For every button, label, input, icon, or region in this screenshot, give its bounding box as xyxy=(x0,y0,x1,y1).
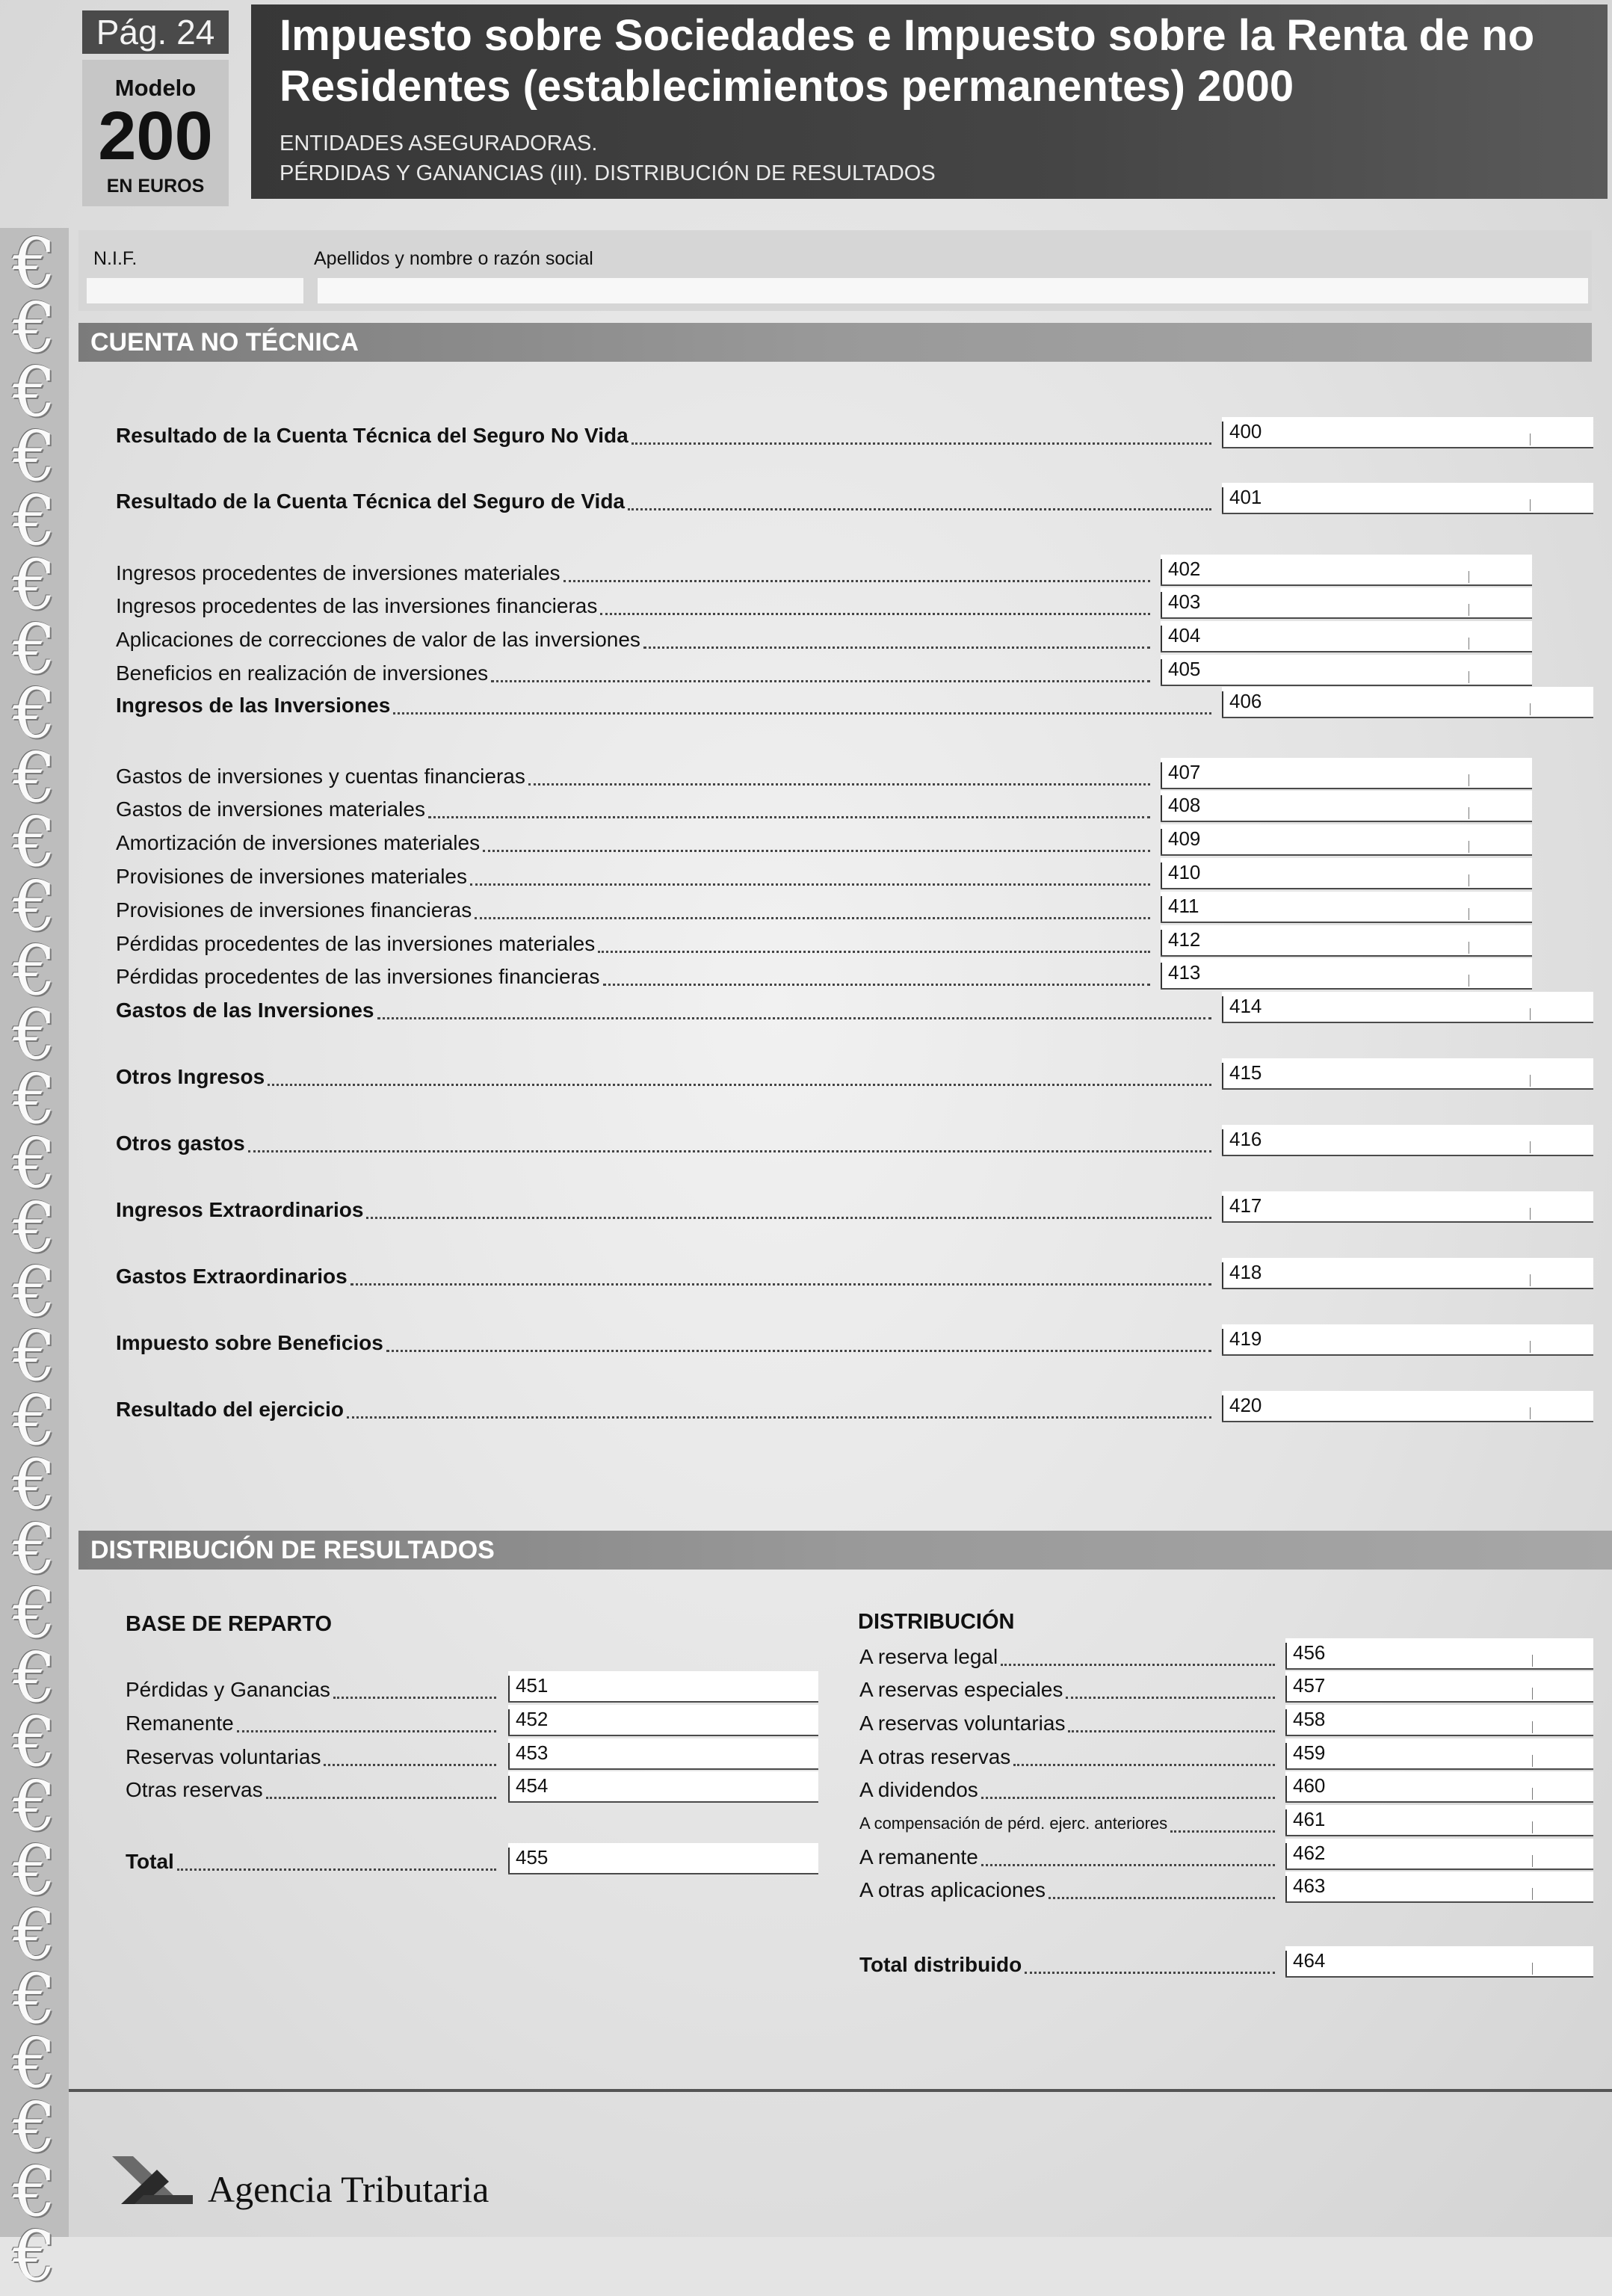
row-label-452: Remanente xyxy=(126,1712,234,1735)
decimal-separator-mark xyxy=(1530,1274,1531,1286)
euro-icon: € xyxy=(12,673,57,753)
amount-field-416[interactable] xyxy=(1222,1125,1593,1156)
modelo-block xyxy=(82,60,229,206)
field-code-460: 460 xyxy=(1293,1774,1326,1797)
dot-leader xyxy=(324,1764,496,1766)
euro-icon: € xyxy=(12,1445,57,1525)
euro-icon: € xyxy=(12,1638,57,1718)
name-label: Apellidos y nombre o razón social xyxy=(314,248,593,269)
amount-field-400[interactable] xyxy=(1222,417,1593,448)
euro-icon: € xyxy=(12,1252,57,1332)
amount-field-454[interactable] xyxy=(508,1771,818,1803)
dot-leader xyxy=(475,917,1150,919)
dot-leader xyxy=(603,984,1151,986)
amount-field-405[interactable] xyxy=(1161,655,1532,686)
dot-leader xyxy=(386,1350,1211,1352)
euro-icon: € xyxy=(12,2152,57,2232)
dot-leader xyxy=(1170,1830,1275,1833)
field-tick-mark xyxy=(1161,963,1162,988)
dot-leader xyxy=(268,1084,1211,1086)
dot-leader xyxy=(483,850,1150,852)
decimal-separator-mark xyxy=(1530,703,1531,715)
nif-input[interactable] xyxy=(87,278,303,303)
euro-icon: € xyxy=(12,1766,57,1846)
field-code-454: 454 xyxy=(516,1774,549,1797)
distribucion-heading: DISTRIBUCIÓN xyxy=(858,1610,1015,1634)
field-tick-mark xyxy=(508,1776,510,1801)
euro-icon: € xyxy=(12,481,57,561)
field-tick-mark xyxy=(1222,487,1223,513)
field-code-418: 418 xyxy=(1229,1261,1262,1283)
row-label-419: Impuesto sobre Beneficios xyxy=(116,1331,383,1354)
field-code-459: 459 xyxy=(1293,1741,1326,1764)
euro-icon: € xyxy=(12,2023,57,2103)
amount-field-407[interactable] xyxy=(1161,758,1532,789)
decimal-separator-mark xyxy=(1532,1788,1533,1800)
field-code-451: 451 xyxy=(516,1674,549,1697)
decimal-separator-mark xyxy=(1532,1888,1533,1900)
row-label-407: Gastos de inversiones y cuentas financieras xyxy=(116,765,525,788)
dot-leader xyxy=(600,613,1150,615)
euro-icon: € xyxy=(12,1316,57,1396)
amount-field-456[interactable] xyxy=(1285,1638,1593,1670)
field-tick-mark xyxy=(1222,1395,1223,1421)
field-code-406: 406 xyxy=(1229,690,1262,712)
decimal-separator-mark xyxy=(1532,1721,1533,1733)
dot-leader xyxy=(333,1697,496,1699)
amount-field-411[interactable] xyxy=(1161,892,1532,923)
decimal-separator-mark xyxy=(1530,1208,1531,1220)
field-code-452: 452 xyxy=(516,1708,549,1730)
dot-leader xyxy=(248,1150,1211,1152)
field-code-463: 463 xyxy=(1293,1874,1326,1897)
decimal-separator-mark xyxy=(1532,1855,1533,1867)
form-title: Impuesto sobre Sociedades e Impuesto sobre la Renta de no Residentes (establecimientos permanentes) 2000 xyxy=(280,11,1535,111)
euro-icon: € xyxy=(12,2087,57,2167)
amount-field-404[interactable] xyxy=(1161,621,1532,652)
amount-field-418[interactable] xyxy=(1222,1258,1593,1289)
dot-leader xyxy=(177,1868,496,1871)
dot-leader xyxy=(643,646,1150,649)
row-label-410: Provisiones de inversiones materiales xyxy=(116,865,467,888)
field-tick-mark xyxy=(1222,1262,1223,1288)
row-label-459: A otras reservas xyxy=(859,1745,1011,1768)
field-tick-mark xyxy=(508,1709,510,1735)
row-label-460: A dividendos xyxy=(859,1778,978,1801)
row-label-409: Amortización de inversiones materiales xyxy=(116,831,481,854)
row-label-401: Resultado de la Cuenta Técnica del Seguro de Vida xyxy=(116,490,625,513)
dot-leader xyxy=(1049,1897,1275,1899)
row-label-456: A reserva legal xyxy=(859,1645,998,1668)
euro-icon: € xyxy=(12,1702,57,1782)
dot-leader xyxy=(563,580,1150,582)
euro-icon: € xyxy=(12,2216,57,2296)
field-tick-mark xyxy=(1161,659,1162,685)
currency-label: EN EUROS xyxy=(106,176,205,197)
decimal-separator-mark xyxy=(1530,1407,1531,1419)
base-reparto-heading: BASE DE REPARTO xyxy=(126,1612,333,1636)
amount-field-406[interactable] xyxy=(1222,687,1593,718)
field-code-416: 416 xyxy=(1229,1128,1262,1150)
euro-icon: € xyxy=(12,1059,57,1139)
row-label-462: A remanente xyxy=(859,1845,978,1868)
field-tick-mark xyxy=(1285,1643,1287,1668)
amount-field-420[interactable] xyxy=(1222,1391,1593,1422)
field-code-413: 413 xyxy=(1168,961,1201,984)
nif-label: N.I.F. xyxy=(93,248,138,269)
decimal-separator-mark xyxy=(1530,433,1531,445)
field-tick-mark xyxy=(1222,1063,1223,1088)
dot-leader xyxy=(347,1416,1211,1419)
row-label-454: Otras reservas xyxy=(126,1778,263,1801)
field-code-453: 453 xyxy=(516,1741,549,1764)
field-tick-mark xyxy=(1161,592,1162,617)
page-number-badge: Pág. 24 xyxy=(82,10,229,54)
dot-leader xyxy=(237,1730,496,1732)
euro-icon: € xyxy=(12,1573,57,1653)
row-label-464: Total distribuido xyxy=(859,1953,1022,1976)
field-tick-mark xyxy=(1285,1743,1287,1768)
dot-leader xyxy=(1066,1697,1275,1699)
amount-field-458[interactable] xyxy=(1285,1705,1593,1736)
field-tick-mark xyxy=(1161,862,1162,888)
decimal-separator-mark xyxy=(1532,1963,1533,1975)
row-label-403: Ingresos procedentes de las inversiones financieras xyxy=(116,594,598,617)
amount-field-414[interactable] xyxy=(1222,992,1593,1023)
euro-icon: € xyxy=(12,288,57,368)
field-code-414: 414 xyxy=(1229,995,1262,1017)
row-label-414: Gastos de las Inversiones xyxy=(116,999,374,1022)
field-code-420: 420 xyxy=(1229,1394,1262,1416)
row-label-400: Resultado de la Cuenta Técnica del Seguro No Vida xyxy=(116,424,629,447)
decimal-separator-mark xyxy=(1530,1008,1531,1020)
section-title-distribucion: DISTRIBUCIÓN DE RESULTADOS xyxy=(78,1531,1612,1570)
field-code-402: 402 xyxy=(1168,558,1201,580)
row-label-402: Ingresos procedentes de inversiones materiales xyxy=(116,561,561,584)
row-label-457: A reservas especiales xyxy=(859,1678,1063,1701)
name-input[interactable] xyxy=(318,278,1588,303)
field-tick-mark xyxy=(1222,1129,1223,1155)
dot-leader xyxy=(350,1283,1211,1286)
field-tick-mark xyxy=(1161,930,1162,955)
amount-field-455[interactable] xyxy=(508,1843,818,1874)
amount-field-451[interactable] xyxy=(508,1671,818,1703)
row-label-406: Ingresos de las Inversiones xyxy=(116,694,391,717)
dot-leader xyxy=(377,1017,1212,1019)
amount-field-402[interactable] xyxy=(1161,555,1532,586)
amount-field-408[interactable] xyxy=(1161,791,1532,822)
dot-leader xyxy=(470,883,1150,886)
amount-field-410[interactable] xyxy=(1161,858,1532,889)
decimal-separator-mark xyxy=(1532,1655,1533,1667)
euro-icon: € xyxy=(12,352,57,432)
footer-divider xyxy=(69,2089,1612,2092)
row-label-458: A reservas voluntarias xyxy=(859,1712,1066,1735)
euro-icon: € xyxy=(12,738,57,818)
dot-leader xyxy=(491,680,1150,682)
field-code-462: 462 xyxy=(1293,1842,1326,1864)
euro-icon: € xyxy=(12,931,57,1010)
field-tick-mark xyxy=(1161,626,1162,651)
field-tick-mark xyxy=(1161,762,1162,788)
dot-leader xyxy=(393,712,1211,715)
decimal-separator-mark xyxy=(1530,1141,1531,1153)
amount-field-412[interactable] xyxy=(1161,925,1532,957)
euro-icon: € xyxy=(12,1959,57,2039)
form-subtitle-section: PÉRDIDAS Y GANANCIAS (III). DISTRIBUCIÓN DE RESULTADOS xyxy=(280,161,936,185)
field-tick-mark xyxy=(1161,795,1162,821)
field-code-417: 417 xyxy=(1229,1194,1262,1217)
row-label-453: Reservas voluntarias xyxy=(126,1745,321,1768)
field-code-455: 455 xyxy=(516,1846,549,1868)
amount-field-401[interactable] xyxy=(1222,483,1593,514)
amount-field-464[interactable] xyxy=(1285,1946,1593,1978)
amount-field-417[interactable] xyxy=(1222,1191,1593,1223)
row-label-413: Pérdidas procedentes de las inversiones financieras xyxy=(116,965,600,988)
field-tick-mark xyxy=(1222,996,1223,1022)
field-code-407: 407 xyxy=(1168,761,1201,783)
dot-leader xyxy=(266,1797,496,1799)
field-code-409: 409 xyxy=(1168,827,1201,850)
agency-logo-icon xyxy=(105,2149,202,2209)
euro-icon: € xyxy=(12,1380,57,1460)
dot-leader xyxy=(981,1864,1275,1866)
euro-icon: € xyxy=(12,223,57,303)
field-code-464: 464 xyxy=(1293,1949,1326,1972)
euro-icon: € xyxy=(12,1895,57,1975)
field-tick-mark xyxy=(1285,1676,1287,1701)
row-label-455: Total xyxy=(126,1850,174,1873)
amount-field-409[interactable] xyxy=(1161,824,1532,856)
row-label-451: Pérdidas y Ganancias xyxy=(126,1678,330,1701)
field-code-404: 404 xyxy=(1168,624,1201,646)
field-tick-mark xyxy=(1161,896,1162,922)
row-label-415: Otros Ingresos xyxy=(116,1065,265,1088)
field-tick-mark xyxy=(1222,1329,1223,1354)
agency-name: Agencia Tributaria xyxy=(208,2168,490,2210)
dot-leader xyxy=(1001,1664,1275,1666)
field-tick-mark xyxy=(1161,559,1162,584)
section-title-cuenta-no-tecnica: CUENTA NO TÉCNICA xyxy=(78,323,1592,362)
header-band xyxy=(251,4,1608,199)
euro-icon: € xyxy=(12,1123,57,1203)
field-tick-mark xyxy=(1285,1843,1287,1868)
field-code-415: 415 xyxy=(1229,1061,1262,1084)
amount-field-457[interactable] xyxy=(1285,1671,1593,1703)
row-label-405: Beneficios en realización de inversiones xyxy=(116,661,489,685)
field-code-419: 419 xyxy=(1229,1327,1262,1350)
amount-field-419[interactable] xyxy=(1222,1324,1593,1356)
field-code-401: 401 xyxy=(1229,486,1262,508)
euro-icon: € xyxy=(12,416,57,496)
dot-leader xyxy=(631,442,1211,445)
euro-icon: € xyxy=(12,1830,57,1910)
field-tick-mark xyxy=(1285,1709,1287,1735)
amount-field-463[interactable] xyxy=(1285,1871,1593,1903)
field-code-458: 458 xyxy=(1293,1708,1326,1730)
row-label-408: Gastos de inversiones materiales xyxy=(116,797,425,821)
form-subtitle-entity: ENTIDADES ASEGURADORAS. xyxy=(280,132,598,155)
field-code-457: 457 xyxy=(1293,1674,1326,1697)
field-code-408: 408 xyxy=(1168,794,1201,816)
amount-field-413[interactable] xyxy=(1161,958,1532,990)
field-tick-mark xyxy=(1222,422,1223,447)
decimal-separator-mark xyxy=(1532,1821,1533,1833)
euro-icon: € xyxy=(12,802,57,882)
dot-leader xyxy=(428,816,1150,818)
modelo-label: Modelo xyxy=(114,75,197,101)
dot-leader xyxy=(528,783,1150,786)
field-tick-mark xyxy=(1222,1196,1223,1221)
dot-leader xyxy=(981,1797,1275,1799)
row-label-461: A compensación de pérd. ejerc. anteriores xyxy=(859,1814,1168,1833)
decimal-separator-mark xyxy=(1532,1755,1533,1767)
amount-field-459[interactable] xyxy=(1285,1738,1593,1770)
euro-icon: € xyxy=(12,545,57,625)
euro-icon: € xyxy=(12,866,57,946)
amount-field-403[interactable] xyxy=(1161,587,1532,619)
field-code-456: 456 xyxy=(1293,1641,1326,1664)
field-code-405: 405 xyxy=(1168,658,1201,680)
field-code-403: 403 xyxy=(1168,590,1201,613)
field-tick-mark xyxy=(1285,1876,1287,1901)
euro-icon: € xyxy=(12,995,57,1075)
row-label-411: Provisiones de inversiones financieras xyxy=(116,898,472,922)
dot-leader xyxy=(628,508,1211,510)
row-label-412: Pérdidas procedentes de las inversiones materiales xyxy=(116,932,596,955)
amount-field-460[interactable] xyxy=(1285,1771,1593,1803)
row-label-463: A otras aplicaciones xyxy=(859,1878,1046,1901)
field-tick-mark xyxy=(1222,691,1223,717)
field-code-410: 410 xyxy=(1168,861,1201,883)
field-tick-mark xyxy=(1161,829,1162,854)
field-tick-mark xyxy=(1285,1951,1287,1976)
field-code-411: 411 xyxy=(1168,895,1199,917)
dot-leader xyxy=(598,951,1150,953)
dot-leader xyxy=(1025,1972,1275,1974)
amount-field-452[interactable] xyxy=(508,1705,818,1736)
decimal-separator-mark xyxy=(1532,1688,1533,1700)
field-code-412: 412 xyxy=(1168,928,1201,951)
row-label-417: Ingresos Extraordinarios xyxy=(116,1198,364,1221)
euro-icon: € xyxy=(12,1188,57,1268)
field-tick-mark xyxy=(508,1743,510,1768)
field-tick-mark xyxy=(1285,1809,1287,1835)
row-label-416: Otros gastos xyxy=(116,1132,245,1155)
row-label-418: Gastos Extraordinarios xyxy=(116,1265,348,1288)
decimal-separator-mark xyxy=(1530,1075,1531,1087)
euro-icon: € xyxy=(12,609,57,689)
row-label-404: Aplicaciones de correcciones de valor de las inversiones xyxy=(116,628,640,651)
decimal-separator-mark xyxy=(1530,1341,1531,1353)
amount-field-453[interactable] xyxy=(508,1738,818,1770)
amount-field-462[interactable] xyxy=(1285,1839,1593,1870)
modelo-number: 200 xyxy=(98,98,213,174)
field-tick-mark xyxy=(508,1848,510,1873)
field-code-461: 461 xyxy=(1293,1808,1326,1830)
amount-field-415[interactable] xyxy=(1222,1058,1593,1090)
euro-icon: € xyxy=(12,1509,57,1589)
dot-leader xyxy=(1068,1730,1275,1732)
euro-symbol-strip xyxy=(0,223,69,2296)
field-tick-mark xyxy=(508,1676,510,1701)
dot-leader xyxy=(366,1217,1211,1219)
field-code-400: 400 xyxy=(1229,420,1262,442)
decimal-separator-mark xyxy=(1530,499,1531,511)
field-tick-mark xyxy=(1285,1776,1287,1801)
row-label-420: Resultado del ejercicio xyxy=(116,1398,344,1421)
amount-field-461[interactable] xyxy=(1285,1805,1593,1836)
dot-leader xyxy=(1013,1764,1275,1766)
